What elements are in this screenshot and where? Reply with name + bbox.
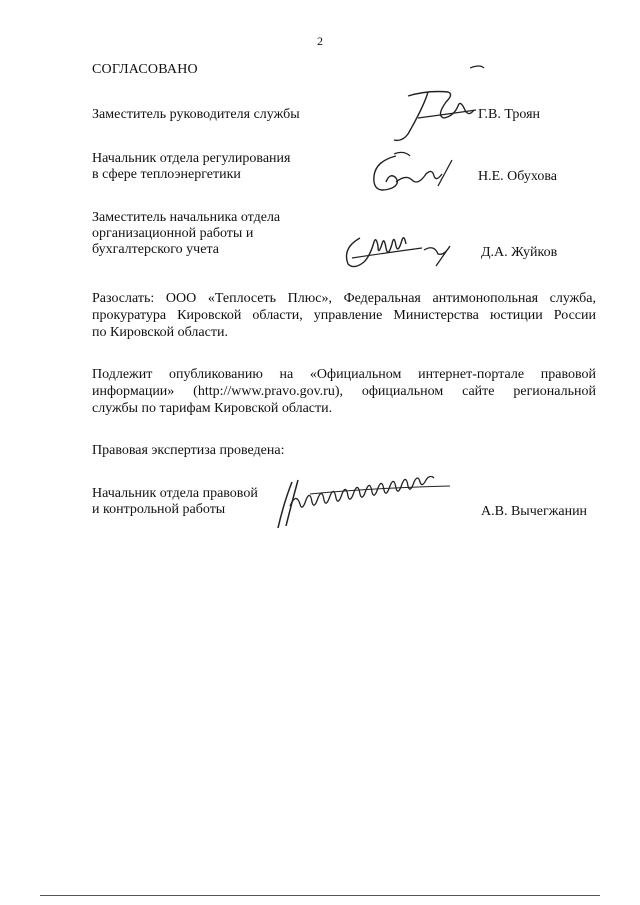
approval-title-line: Заместитель руководителя службы [92, 107, 300, 122]
distribution-line: прокуратура Кировской области, управление Министерства юстиции России [92, 308, 596, 323]
distribution-line: по Кировской области. [92, 325, 228, 340]
publication-paragraph [92, 366, 596, 417]
bottom-edge-line [40, 895, 600, 896]
approval-title-line: организационной работы и [92, 226, 254, 241]
publication-line: информации» (http://www.pravo.gov.ru), официальном сайте региональной [92, 384, 596, 399]
signature-troyan [378, 62, 488, 144]
legal-review-title [92, 486, 258, 518]
signature-zhuykov [338, 228, 468, 272]
approval-title-line: бухгалтерского учета [92, 242, 219, 257]
approval-name-troyan: Г.В. Троян [478, 107, 541, 122]
approval-title-line: в сфере теплоэнергетики [92, 167, 241, 182]
approval-heading: СОГЛАСОВАНО [92, 62, 198, 77]
approval-name-zhuykov: Д.А. Жуйков [481, 245, 558, 260]
approval-name-obukhova: Н.Е. Обухова [478, 169, 557, 184]
approval-title-line: Заместитель начальника отдела [92, 210, 281, 225]
page-number: 2 [317, 34, 323, 48]
publication-line: Подлежит опубликованию на «Официальном интернет-портале правовой [92, 367, 596, 382]
approval-title-line: Начальник отдела регулирования [92, 151, 291, 166]
distribution-line: Разослать: ООО «Теплосеть Плюс», Федеральная антимонопольная служба, [92, 291, 596, 306]
approval-title-zhuykov [92, 210, 280, 258]
legal-review-name: А.В. Вычегжанин [481, 504, 588, 519]
signature-vychegzhanin [270, 476, 470, 532]
distribution-paragraph [92, 290, 596, 341]
legal-review-title-line: и контрольной работы [92, 502, 226, 517]
approval-title-troyan [92, 107, 300, 123]
publication-line: службы по тарифам Кировской области. [92, 401, 333, 416]
signature-obukhova [366, 146, 466, 196]
approval-title-obukhova [92, 151, 290, 183]
legal-review-label: Правовая экспертиза проведена: [92, 443, 285, 458]
legal-review-title-line: Начальник отдела правовой [92, 486, 258, 501]
